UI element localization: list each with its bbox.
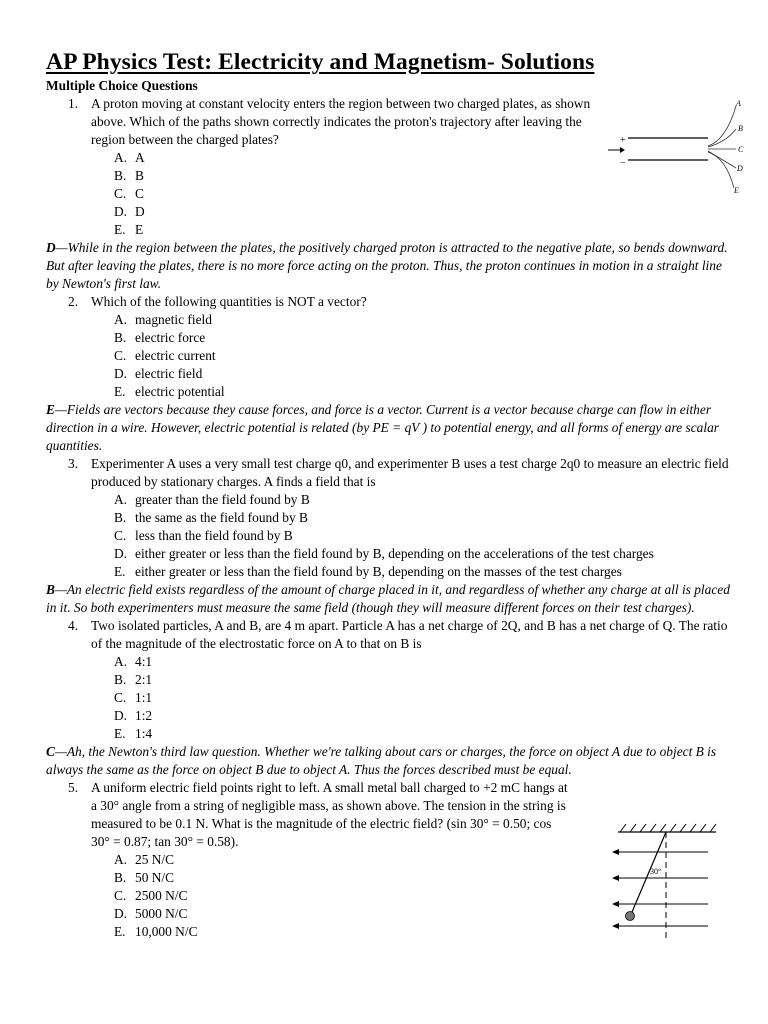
options-list-4 [46,653,736,743]
option-e[interactable]: E. E [114,222,144,237]
arrow-head-icon [620,147,625,153]
option-c[interactable]: C. less than the field found by B [114,528,293,543]
field-arrow-icon [612,849,619,929]
answer-4: C—Ah, the Newton's third law question. Whether we're talking about cars or charges, the force on object A due to object B is always the same as the force on object B due to object A. Thus the forces described must be equal. [46,744,717,777]
section-heading: Multiple Choice Questions [46,78,198,93]
option-d[interactable]: D. 1:2 [114,708,153,723]
question-number: 2. [68,294,79,309]
question-text: A proton moving at constant velocity enters the region between two charged plates, as shown above. Which of the paths shown correctly indicates the proton's trajectory after leaving the region between the charged plates? [91,96,591,147]
option-d[interactable]: D. D [114,204,145,219]
question-number: 3. [68,456,79,471]
label-a: A [736,99,741,108]
options-list-3 [46,491,736,581]
hanging-ball-figure [606,818,722,942]
plus-sign: + [620,135,626,146]
option-a[interactable]: A. 4:1 [114,654,153,669]
question-3 [46,455,736,491]
option-e[interactable]: E. 10,000 N/C [114,924,198,939]
question-number: 4. [68,618,79,633]
label-d: D [737,164,743,173]
option-a[interactable]: A. magnetic field [114,312,212,327]
option-a[interactable]: A. A [114,150,145,165]
answer-2: E—Fields are vectors because they cause forces, and force is a vector. Current is a vector because charge can flow in either direction in a wire. However, electric potential is related (by PE = qV ) to potential energy, and all forms of energy are scalar quantities. [46,402,719,453]
charged-plates-figure [608,96,768,196]
question-text: A uniform electric field points right to left. A small metal ball charged to +2 mC hangs at a 30° angle from a string of negligible mass, as shown above. The tension in the string is measured to be 0.1 N. What is the magnitude of the electric field? (sin 30° = 0.50; cos 30° = 0.87; tan 30° = 0.58). [91,780,568,849]
question-4 [46,617,736,653]
question-number: 1. [68,96,79,111]
charged-ball [626,912,635,921]
label-e: E [734,186,739,195]
option-e[interactable]: E. electric potential [114,384,225,399]
label-c: C [738,145,744,154]
option-e[interactable]: E. either greater or less than the field found by B, depending on the masses of the test charges [114,564,622,579]
path-e [708,152,734,188]
option-c[interactable]: C. 2500 N/C [114,888,188,903]
path-a [708,106,736,146]
option-b[interactable]: B. electric force [114,330,206,345]
question-text: Two isolated particles, A and B, are 4 m apart. Particle A has a net charge of 2Q, and B has a net charge of Q. The ratio of the magnitude of the electrostatic force on A to that on B is [91,618,728,651]
option-d[interactable]: D. either greater or less than the field found by B, depending on the accelerations of the test charges [114,546,654,561]
page-title: AP Physics Test: Electricity and Magnetism- Solutions [46,49,595,75]
question-text: Experimenter A uses a very small test charge q0, and experimenter B uses a test charge 2q0 to measure an electric field produced by stationary charges. A finds a field that is [91,456,729,489]
answer-3: B—An electric field exists regardless of the amount of charge placed in it, and regardless of whether any charge at all is placed in it. So both experimenters must measure the same field (though they will measure different forces on their test charges). [46,582,730,615]
option-b[interactable]: B. the same as the field found by B [114,510,308,525]
question-text: Which of the following quantities is NOT a vector? [91,294,367,309]
option-c[interactable]: C. 1:1 [114,690,153,705]
option-e[interactable]: E. 1:4 [114,726,153,741]
option-d[interactable]: D. 5000 N/C [114,906,188,921]
answer-1: D—While in the region between the plates, the positively charged proton is attracted to the negative plate, so bends downward. But after leaving the plates, there is no more force acting on the proton. Thus, the proton continues in motion in a straight line by Newton's first law. [46,240,728,291]
option-c[interactable]: C. C [114,186,144,201]
minus-sign: − [620,158,626,169]
option-b[interactable]: B. 50 N/C [114,870,175,885]
option-b[interactable]: B. 2:1 [114,672,153,687]
option-b[interactable]: B. B [114,168,144,183]
angle-label: 30° [650,867,662,876]
option-d[interactable]: D. electric field [114,366,203,381]
ceiling-hatch [620,824,716,832]
question-number: 5. [68,780,79,795]
label-b: B [738,124,743,133]
option-a[interactable]: A. greater than the field found by B [114,492,310,507]
option-a[interactable]: A. 25 N/C [114,852,175,867]
option-c[interactable]: C. electric current [114,348,216,363]
question-2 [46,293,736,311]
options-list-2 [46,311,736,401]
